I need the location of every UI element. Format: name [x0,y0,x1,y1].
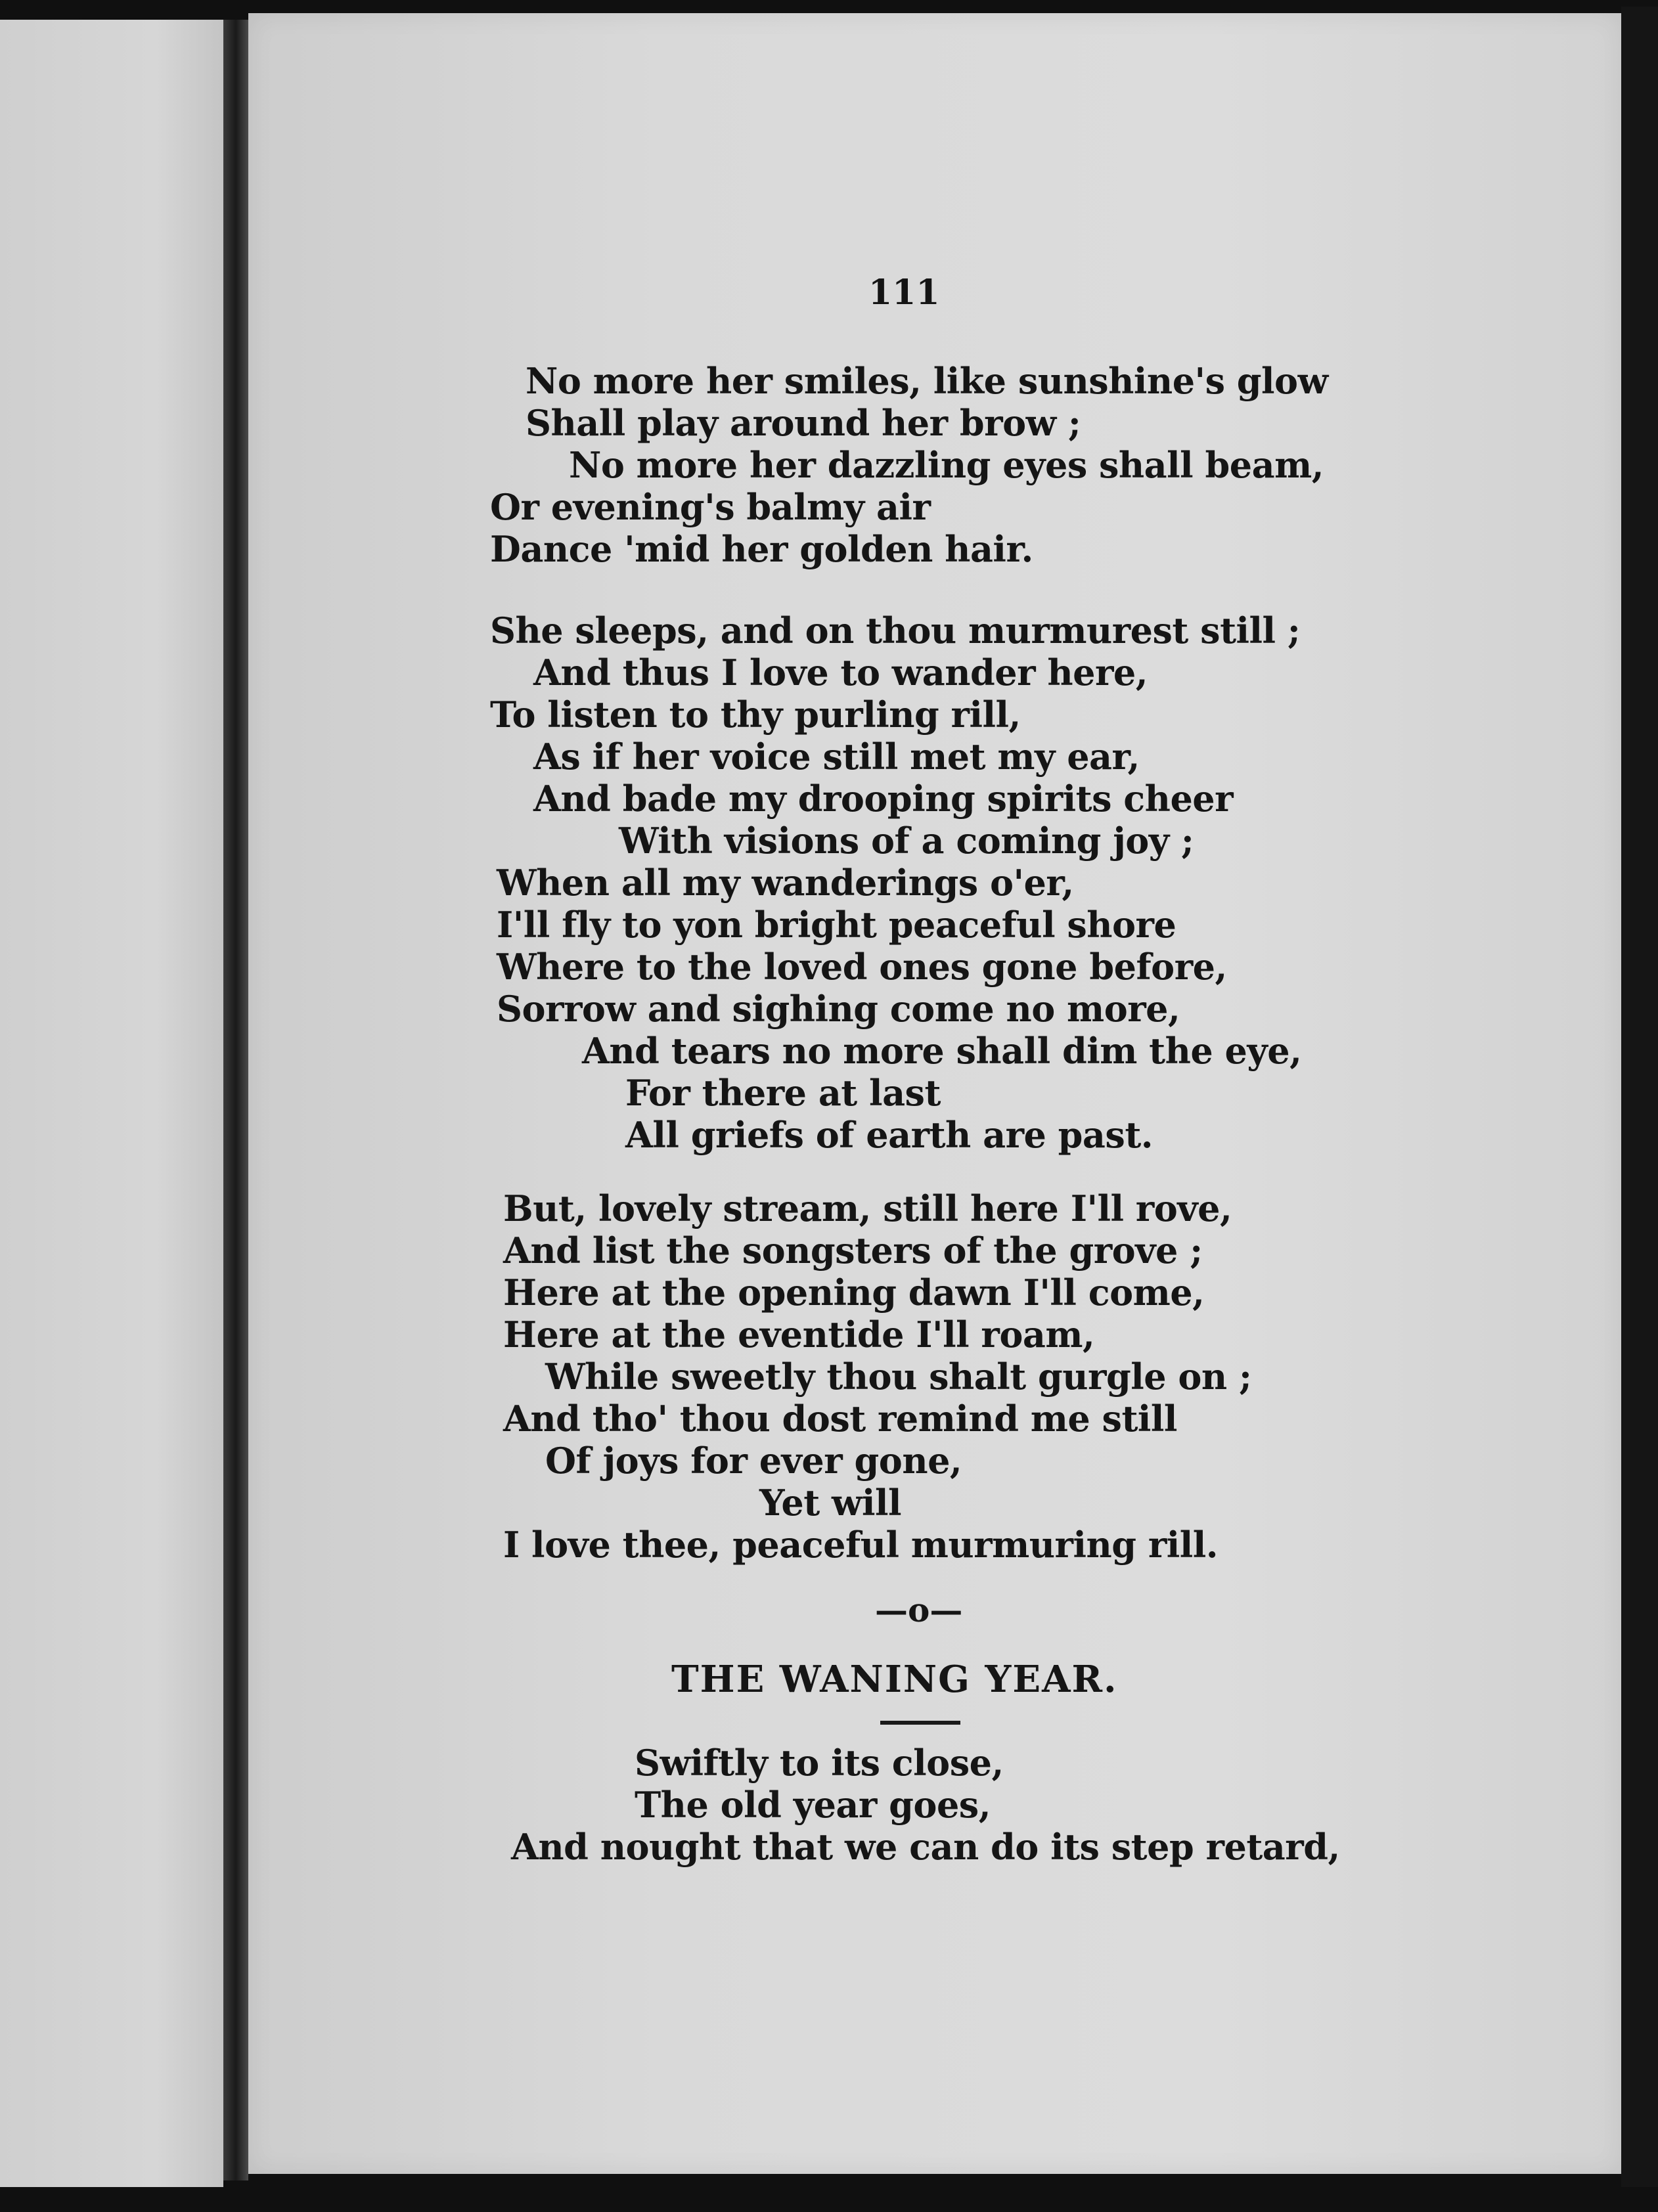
left-facing-page [0,20,223,2187]
poem-line: While sweetly thou shalt gurgle on ; [545,1356,1252,1398]
poem-line: Of joys for ever gone, [545,1440,962,1482]
poem-line: I love thee, peaceful murmuring rill. [503,1524,1219,1566]
poem-line: And thus I love to wander here, [533,652,1148,694]
title-rule [880,1721,960,1725]
poem-line: Where to the loved ones gone before, [497,946,1227,988]
poem-line: And nought that we can do its step retard, [511,1826,1340,1868]
page-number: 111 [868,273,940,313]
poem-line: And bade my drooping spirits cheer [533,778,1234,820]
poem-line: But, lovely stream, still here I'll rove, [503,1187,1232,1229]
poem-line: Sorrow and sighing come no more, [497,988,1180,1030]
scan-border [1621,7,1658,2187]
poem-line: When all my wanderings o'er, [497,862,1074,904]
poem-line: Shall play around her brow ; [526,402,1081,444]
poem-line: Here at the opening dawn I'll come, [503,1272,1205,1314]
poem-line: Here at the eventide I'll roam, [503,1314,1095,1356]
poem-line: All griefs of earth are past. [625,1114,1154,1156]
poem-line: She sleeps, and on thou murmurest still ; [490,609,1301,652]
poem-line: For there at last [625,1072,941,1114]
poem-line: To listen to thy purling rill, [490,694,1021,736]
section-divider: —o— [875,1591,963,1629]
poem-line: And tears no more shall dim the eye, [582,1030,1302,1072]
poem-title: THE WANING YEAR. [671,1658,1118,1701]
poem-line: Swiftly to its close, [635,1742,1004,1784]
poem-line: Or evening's balmy air [490,486,931,528]
poem-line: And list the songsters of the grove ; [503,1229,1203,1272]
poem-line: With visions of a coming joy ; [619,820,1194,862]
poem-line: I'll fly to yon bright peaceful shore [497,904,1176,946]
book-gutter [223,20,248,2180]
poem-line: No more her smiles, like sunshine's glow [526,360,1328,402]
poem-line: As if her voice still met my ear, [533,736,1140,778]
poem-line: And tho' thou dost remind me still [503,1398,1177,1440]
poem-line: Yet will [759,1482,901,1524]
poem-line: No more her dazzling eyes shall beam, [569,444,1324,486]
poem-line: Dance 'mid her golden hair. [490,528,1033,570]
poem-line: The old year goes, [635,1784,991,1826]
